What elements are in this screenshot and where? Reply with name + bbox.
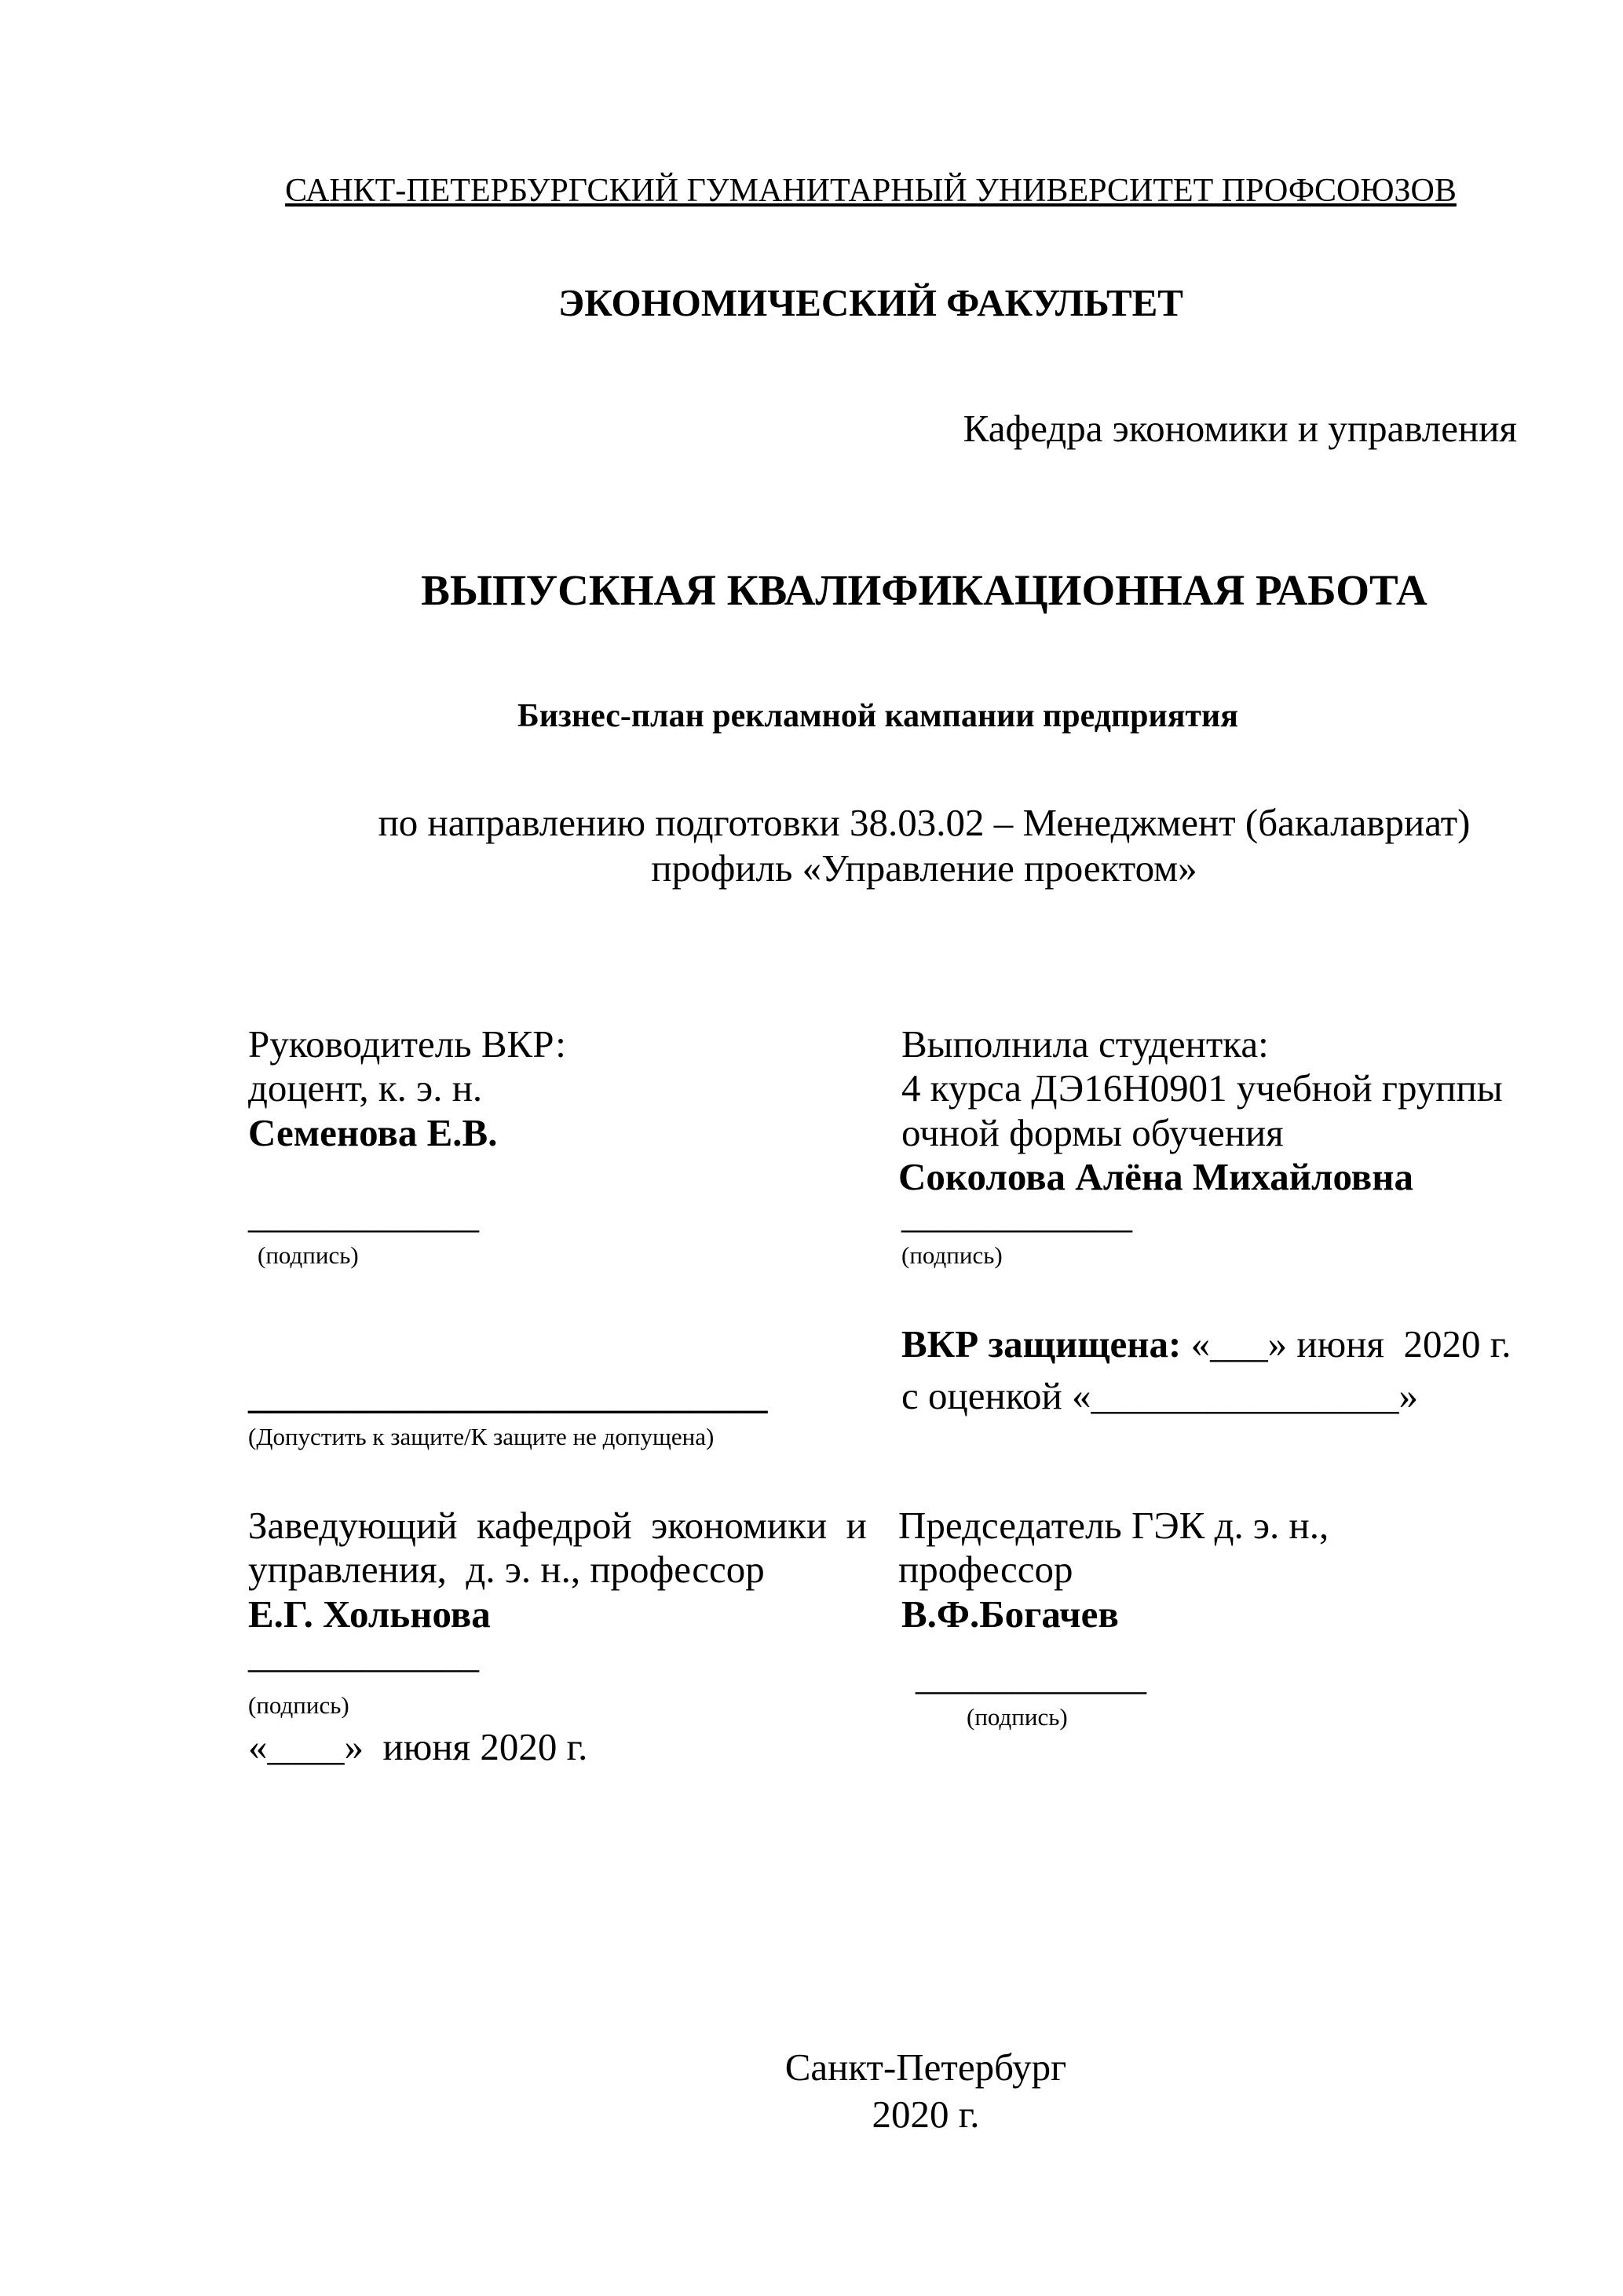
footer-year: 2020 г. xyxy=(872,2093,980,2136)
footer-city: Санкт-Петербург xyxy=(784,2046,1067,2089)
chairman-signature-line: ____________ xyxy=(916,1654,1146,1698)
admission-caption: (Допустить к защите/К защите не допущена) xyxy=(248,1423,715,1450)
work-type-title: ВЫПУСКНАЯ КВАЛИФИКАЦИОННАЯ РАБОТА xyxy=(421,566,1427,614)
study-profile: профиль «Управление проектом» xyxy=(651,846,1197,890)
student-label: Выполнила студентка: xyxy=(901,1022,1269,1066)
chairman-signature-caption: (подпись) xyxy=(967,1703,1068,1731)
admission-line: ___________________________ xyxy=(248,1373,768,1417)
student-signature-line: ____________ xyxy=(901,1193,1132,1236)
head-name: Е.Г. Хольнова xyxy=(248,1592,491,1636)
defense-date: «___» июня 2020 г. xyxy=(1181,1322,1512,1366)
student-name: Соколова Алёна Михайловна xyxy=(898,1155,1413,1198)
study-direction: по направлению подготовки 38.03.02 – Менеджмент (бакалавриат) xyxy=(378,801,1471,844)
head-title-line1: Заведующий кафедрой экономики и xyxy=(248,1504,867,1547)
supervisor-signature-line: ____________ xyxy=(248,1193,479,1236)
work-topic: Бизнес-план рекламной кампании предприятия xyxy=(517,698,1238,734)
head-signature-caption: (подпись) xyxy=(248,1691,349,1719)
supervisor-name: Семенова Е.В. xyxy=(248,1111,498,1154)
chairman-title-line1: Председатель ГЭК д. э. н., xyxy=(898,1504,1329,1547)
defense-status xyxy=(901,1322,1512,1366)
supervisor-signature-caption: (подпись) xyxy=(258,1241,359,1269)
supervisor-label: Руководитель ВКР: xyxy=(248,1022,566,1066)
faculty-name: ЭКОНОМИЧЕСКИЙ ФАКУЛЬТЕТ xyxy=(558,281,1183,324)
student-group: 4 курса ДЭ16Н0901 учебной группы xyxy=(901,1066,1503,1110)
supervisor-position: доцент, к. э. н. xyxy=(248,1066,483,1110)
head-title-line2: управления, д. э. н., профессор xyxy=(248,1548,765,1591)
student-signature-caption: (подпись) xyxy=(901,1241,1003,1269)
chairman-title-line2: профессор xyxy=(898,1548,1073,1591)
defense-grade: с оценкой «________________» xyxy=(901,1374,1418,1417)
head-signature-line: ____________ xyxy=(248,1632,479,1676)
chairman-name: В.Ф.Богачев xyxy=(901,1592,1119,1636)
head-date: «____» июня 2020 г. xyxy=(248,1725,588,1768)
department-name: Кафедра экономики и управления xyxy=(963,407,1517,450)
university-name: САНКТ-ПЕТЕРБУРГСКИЙ ГУМАНИТАРНЫЙ УНИВЕРСИТЕТ ПРОФСОЮЗОВ xyxy=(285,173,1457,209)
defense-label: ВКР защищена: xyxy=(901,1322,1182,1366)
student-study-form: очной формы обучения xyxy=(901,1111,1284,1154)
